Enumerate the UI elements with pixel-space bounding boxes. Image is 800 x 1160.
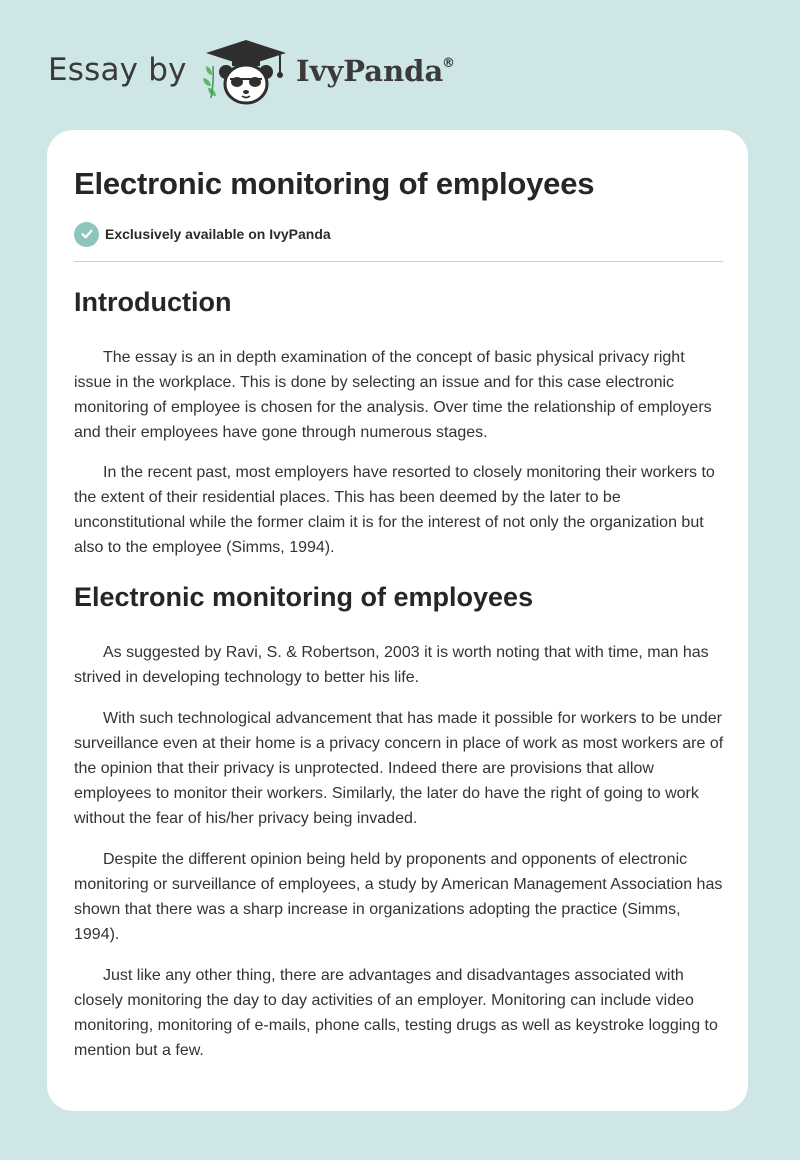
paragraph: As suggested by Ravi, S. & Robertson, 2003 it is worth noting that with time, man has strived in developing technology to better his life.	[74, 644, 709, 686]
brand-prefix: Essay by	[48, 52, 187, 88]
check-circle-icon	[74, 222, 99, 247]
essay-card	[47, 130, 748, 1111]
divider	[74, 261, 723, 262]
section-introduction	[74, 286, 724, 560]
section-heading: Electronic monitoring of employees	[74, 582, 534, 612]
brand-name[interactable]: IvyPanda	[296, 54, 444, 88]
registered-mark: ®	[442, 56, 455, 71]
site-header	[0, 0, 800, 130]
paragraph: Despite the different opinion being held by proponents and opponents of electronic monitoring or surveillance of employees, a study by American Management Association has shown that there was a sharp increase in organizations adopting the practice (Simms, 1994).	[74, 851, 723, 943]
paragraph: Just like any other thing, there are advantages and disadvantages associated with closely monitoring the day to day activities of an employer. Monitoring can include video monitoring, monitoring of e-mails, phone calls, testing drugs as well as keystroke logging to mention but a few.	[74, 967, 718, 1059]
paragraph: The essay is an in depth examination of the concept of basic physical privacy right issue in the workplace. This is done by selecting an issue and for this case electronic monitoring of employee is chosen for the analysis. Over time the relationship of employers and their employees have gone through numerous stages.	[74, 349, 712, 441]
section-electronic-monitoring	[74, 581, 724, 1063]
paragraph: With such technological advancement that has made it possible for workers to be under surveillance even at their home is a privacy concern in place of work as most workers are of the opinion that their privacy is unprotected. Indeed there are provisions that allow employees to monitor their workers. Similarly, the later do have the right of going to work without the fear of his/her privacy being invaded.	[74, 710, 724, 827]
section-heading: Introduction	[74, 287, 232, 317]
badge-label: Exclusively available on IvyPanda	[105, 226, 331, 242]
article-body	[74, 286, 724, 1063]
paragraph: In the recent past, most employers have resorted to closely monitoring their workers to the extent of their residential places. This has been deemed by the later to be unconstitutional while the former claim it is for the interest of not only the organization but also to the employee (Simms, 1994).	[74, 464, 715, 556]
panda-graduate-icon[interactable]	[200, 36, 292, 108]
page-title: Electronic monitoring of employees	[74, 166, 595, 201]
exclusive-badge	[74, 221, 331, 247]
